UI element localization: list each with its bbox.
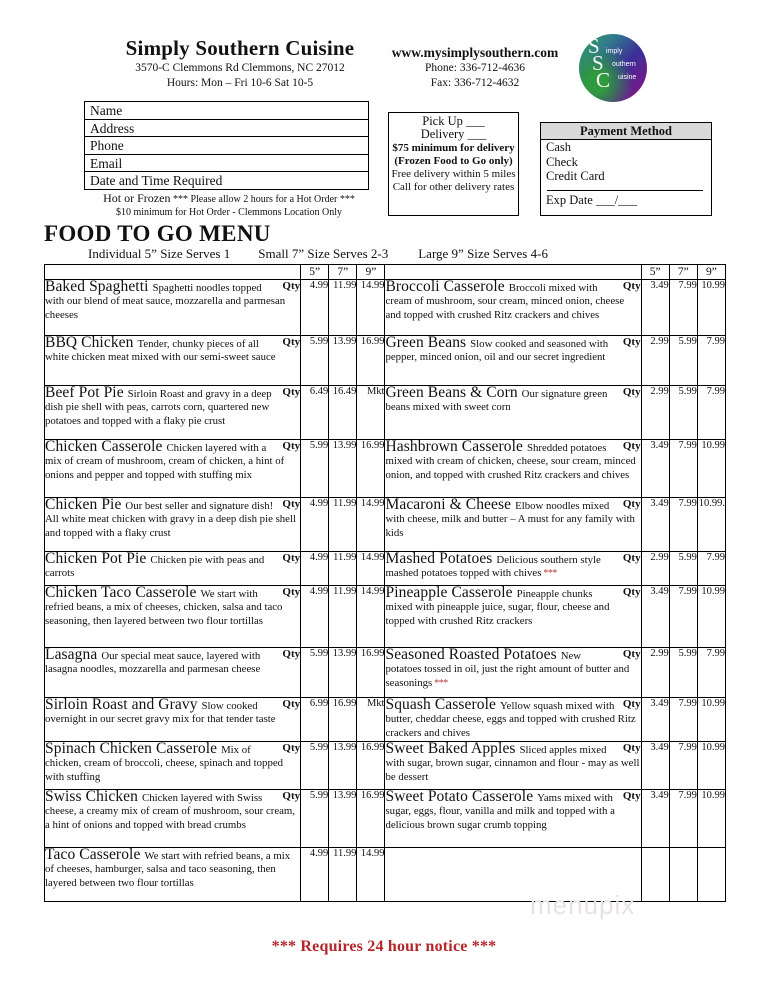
price-right-7: 7.99 bbox=[669, 498, 697, 552]
menu-item-description: Elbow noodles mixed with cheese, milk and butter – A must for any family with kids bbox=[385, 500, 635, 539]
menu-item-name: Mashed Potatoes bbox=[385, 550, 497, 567]
serves-small: Small 7” Size Serves 2-3 bbox=[258, 246, 389, 261]
menu-table-row bbox=[45, 552, 726, 586]
expiration-date-field[interactable]: Exp Date ___/___ bbox=[546, 192, 637, 207]
page-title: FOOD TO GO MENU bbox=[44, 221, 271, 246]
brand-block bbox=[90, 36, 390, 91]
menu-item-name: Chicken Taco Casserole bbox=[45, 584, 201, 601]
menu-item-left[interactable] bbox=[45, 586, 301, 648]
qty-label[interactable]: Qty bbox=[282, 498, 301, 510]
price-left-7: 11.99 bbox=[329, 848, 357, 902]
payment-option-check[interactable]: Check bbox=[546, 154, 578, 169]
restaurant-address: 3570-C Clemmons Rd Clemmons, NC 27012 bbox=[135, 62, 345, 74]
price-left-5: 5.99 bbox=[301, 648, 329, 698]
price-left-5: 5.99 bbox=[301, 742, 329, 790]
logo-word-3: uisine bbox=[618, 74, 637, 81]
price-right-9: 10.99 bbox=[697, 280, 725, 336]
logo bbox=[579, 34, 651, 106]
qty-label[interactable]: Qty bbox=[622, 586, 641, 598]
menu-table-row bbox=[45, 498, 726, 552]
payment-option-credit-card[interactable]: Credit Card bbox=[546, 169, 605, 184]
menu-item-name: Swiss Chicken bbox=[45, 788, 142, 805]
qty-label[interactable]: Qty bbox=[622, 552, 641, 564]
menu-item-description: We start with refried beans, a mix of cheeses, hamburger, salsa and taco seasoning, then layered between two flour tortillas bbox=[45, 850, 291, 889]
price-left-5: 5.99 bbox=[301, 440, 329, 498]
price-right-5: 3.49 bbox=[641, 498, 669, 552]
price-right-7: 7.99 bbox=[669, 698, 697, 742]
menu-item-left[interactable] bbox=[45, 742, 301, 790]
menu-table-row bbox=[45, 440, 726, 498]
price-right-7 bbox=[669, 848, 697, 902]
qty-label[interactable]: Qty bbox=[282, 386, 301, 398]
menu-item-name: Beef Pot Pie bbox=[45, 384, 128, 401]
notice-footer: *** Requires 24 hour notice *** bbox=[271, 938, 497, 955]
website-link[interactable]: www.mysimplysouthern.com bbox=[391, 45, 559, 60]
menu-item-name: Chicken Pot Pie bbox=[45, 550, 151, 567]
payment-method-title: Payment Method bbox=[541, 123, 711, 140]
menu-item-name: Broccoli Casserole bbox=[385, 278, 509, 295]
price-right-9: 10.99 bbox=[697, 440, 725, 498]
price-right-9: 7.99 bbox=[697, 648, 725, 698]
menu-item-description: Sliced apples mixed with sugar, brown sugar, cinnamon and flour - may as well be dessert bbox=[385, 744, 640, 783]
menu-item-left[interactable] bbox=[45, 336, 301, 386]
customer-info-box bbox=[84, 101, 369, 190]
qty-label[interactable]: Qty bbox=[622, 280, 641, 292]
qty-label[interactable]: Qty bbox=[622, 440, 641, 452]
logo-words bbox=[606, 45, 636, 84]
header-right-size-1: 5” bbox=[641, 265, 669, 280]
delivery-details: Free delivery within 5 miles Call for other delivery rates bbox=[391, 168, 516, 194]
qty-label[interactable]: Qty bbox=[282, 336, 301, 348]
price-left-9: Mkt bbox=[357, 386, 385, 440]
price-left-7: 16.49 bbox=[329, 386, 357, 440]
delivery-minimum: $75 minimum for delivery (Frozen Food to Go only) bbox=[392, 141, 515, 167]
menu-item-description: Pineapple chunks mixed with pineapple juice, sugar, flour, cheese and topped with crushed Ritz crackers bbox=[385, 588, 610, 627]
delivery-option[interactable]: Delivery ___ bbox=[420, 127, 487, 142]
price-left-7: 11.99 bbox=[329, 586, 357, 648]
price-left-5: 4.99 bbox=[301, 552, 329, 586]
qty-label[interactable]: Qty bbox=[622, 386, 641, 398]
qty-label[interactable]: Qty bbox=[282, 698, 301, 710]
menu-table bbox=[44, 264, 726, 902]
menu-item-description: Our signature green beans mixed with sweet corn bbox=[385, 388, 608, 414]
menu-item-left[interactable] bbox=[45, 698, 301, 742]
menu-item-description: Our best seller and signature dish! All white meat chicken with gravy in a deep dish pie shell and topped with a flaky crust bbox=[45, 500, 296, 539]
price-right-5: 3.49 bbox=[641, 280, 669, 336]
menu-table-row bbox=[45, 386, 726, 440]
requires-notice-stars: *** bbox=[432, 677, 448, 689]
price-left-5: 4.99 bbox=[301, 498, 329, 552]
price-left-9: Mkt bbox=[357, 698, 385, 742]
menu-table-row bbox=[45, 790, 726, 848]
menu-item-name: Spinach Chicken Casserole bbox=[45, 740, 222, 757]
menu-item-right[interactable] bbox=[385, 386, 641, 440]
price-left-9: 14.99 bbox=[357, 586, 385, 648]
menu-item-right[interactable] bbox=[385, 280, 641, 336]
menu-item-name: Sirloin Roast and Gravy bbox=[45, 696, 202, 713]
qty-label[interactable]: Qty bbox=[622, 698, 641, 710]
logo-monogram-3: C bbox=[596, 68, 608, 92]
menu-item-name: Squash Casserole bbox=[385, 696, 500, 713]
price-left-5: 5.99 bbox=[301, 336, 329, 386]
serves-individual: Individual 5” Size Serves 1 bbox=[88, 246, 231, 261]
card-number-rule[interactable] bbox=[547, 190, 703, 191]
menu-item-right[interactable] bbox=[385, 440, 641, 498]
menu-item-description: Broccoli mixed with cream of mushroom, sour cream, minced onion, cheese and topped with crushed Ritz crackers and chives bbox=[385, 282, 625, 321]
logo-monogram bbox=[588, 34, 608, 92]
price-left-9: 16.99 bbox=[357, 790, 385, 848]
price-left-9: 16.99 bbox=[357, 648, 385, 698]
menu-item-right[interactable] bbox=[385, 336, 641, 386]
fax-number: Fax: 336-712-4632 bbox=[430, 77, 520, 89]
menu-item-name: Chicken Casserole bbox=[45, 438, 167, 455]
price-right-5: 3.49 bbox=[641, 742, 669, 790]
menu-item-description: Delicious southern style mashed potatoes topped with chives bbox=[385, 554, 601, 580]
hot-frozen-small: *** Please allow 2 hours for a Hot Order *** bbox=[172, 194, 355, 205]
menu-item-description: Mix of chicken, cream of broccoli, cheese, spinach and topped with stuffing bbox=[45, 744, 284, 783]
price-left-5: 4.99 bbox=[301, 848, 329, 902]
menu-item-name: Pineapple Casserole bbox=[385, 584, 517, 601]
price-left-7: 13.99 bbox=[329, 790, 357, 848]
qty-label[interactable]: Qty bbox=[282, 790, 301, 802]
price-right-7: 5.99 bbox=[669, 336, 697, 386]
price-right-5: 2.99 bbox=[641, 552, 669, 586]
price-right-5 bbox=[641, 848, 669, 902]
price-right-9: 10.99 bbox=[697, 790, 725, 848]
menu-table-row bbox=[45, 698, 726, 742]
price-left-9: 14.99 bbox=[357, 552, 385, 586]
logo-word-1: imply bbox=[606, 48, 623, 55]
price-left-9: 16.99 bbox=[357, 336, 385, 386]
qty-label[interactable]: Qty bbox=[622, 336, 641, 348]
price-right-7: 7.99 bbox=[669, 280, 697, 336]
serving-sizes-line bbox=[44, 246, 724, 262]
menu-item-name: Baked Spaghetti bbox=[45, 278, 153, 295]
price-right-9: 10.99 bbox=[697, 698, 725, 742]
hot-or-frozen-note bbox=[84, 192, 374, 219]
qty-label[interactable]: Qty bbox=[622, 498, 641, 510]
price-right-5: 3.49 bbox=[641, 440, 669, 498]
payment-method-box bbox=[540, 122, 712, 216]
menu-item-left[interactable] bbox=[45, 386, 301, 440]
price-right-7: 5.99 bbox=[669, 386, 697, 440]
price-left-5: 4.99 bbox=[301, 586, 329, 648]
menu-item-left[interactable] bbox=[45, 498, 301, 552]
menu-item-name: Taco Casserole bbox=[45, 846, 145, 863]
price-left-7: 13.99 bbox=[329, 336, 357, 386]
serves-large: Large 9” Size Serves 4-6 bbox=[418, 246, 548, 261]
menu-item-right[interactable] bbox=[385, 790, 641, 848]
menu-item-name: Sweet Baked Apples bbox=[385, 740, 520, 757]
menu-item-right[interactable] bbox=[385, 586, 641, 648]
qty-label[interactable]: Qty bbox=[622, 790, 641, 802]
price-right-9: 7.99 bbox=[697, 552, 725, 586]
header-right-size-2: 7” bbox=[669, 265, 697, 280]
menu-item-description: Slow cooked and seasoned with pepper, minced onion, oil and our secret ingredient bbox=[385, 338, 609, 364]
price-left-7: 13.99 bbox=[329, 742, 357, 790]
price-left-9: 14.99 bbox=[357, 280, 385, 336]
logo-monogram-2: S bbox=[592, 51, 601, 75]
menu-item-right[interactable] bbox=[385, 742, 641, 790]
field-email[interactable]: Email bbox=[85, 155, 368, 173]
qty-label[interactable]: Qty bbox=[622, 742, 641, 754]
price-right-5: 2.99 bbox=[641, 648, 669, 698]
price-left-9: 14.99 bbox=[357, 848, 385, 902]
menu-table-row bbox=[45, 280, 726, 336]
logo-word-2: outhern bbox=[612, 61, 636, 68]
hot-order-minimum: $10 minimum for Hot Order - Clemmons Location Only bbox=[115, 207, 343, 218]
qty-label[interactable]: Qty bbox=[282, 586, 301, 598]
restaurant-name: Simply Southern Cuisine bbox=[125, 36, 355, 60]
menu-item-name: Seasoned Roasted Potatoes bbox=[385, 646, 561, 663]
menu-item-name: Sweet Potato Casserole bbox=[385, 788, 538, 805]
price-right-7: 5.99 bbox=[669, 648, 697, 698]
price-right-7: 7.99 bbox=[669, 790, 697, 848]
menu-item-right[interactable] bbox=[385, 498, 641, 552]
menu-item-name: Green Beans & Corn bbox=[385, 384, 522, 401]
price-right-7: 5.99 bbox=[669, 552, 697, 586]
price-left-5: 5.99 bbox=[301, 790, 329, 848]
menu-item-description: Slow cooked overnight in our secret gravy mix for that tender taste bbox=[45, 700, 276, 726]
menu-item-description: Spaghetti noodles topped with our blend of meat sauce, mozzarella and parmesan cheeses bbox=[45, 282, 286, 321]
menu-item-name: Macaroni & Cheese bbox=[385, 496, 516, 513]
field-date-time-required[interactable]: Date and Time Required bbox=[85, 172, 368, 190]
header-left-size-3: 9” bbox=[357, 265, 385, 280]
price-right-5: 3.49 bbox=[641, 586, 669, 648]
menu-item-name: Hashbrown Casserole bbox=[385, 438, 527, 455]
menu-item-description: Tender, chunky pieces of all white chicken meat mixed with our semi-sweet sauce bbox=[45, 338, 276, 364]
menu-table-row bbox=[45, 648, 726, 698]
qty-label[interactable]: Qty bbox=[282, 552, 301, 564]
price-left-7: 16.99 bbox=[329, 698, 357, 742]
price-left-7: 11.99 bbox=[329, 280, 357, 336]
menu-item-right[interactable] bbox=[385, 698, 641, 742]
price-right-5: 3.49 bbox=[641, 790, 669, 848]
menu-table-row bbox=[45, 586, 726, 648]
price-left-7: 11.99 bbox=[329, 552, 357, 586]
qty-label[interactable]: Qty bbox=[282, 648, 301, 660]
qty-label[interactable]: Qty bbox=[282, 440, 301, 452]
delivery-terms bbox=[389, 142, 518, 195]
price-left-5: 6.99 bbox=[301, 698, 329, 742]
menu-item-name: BBQ Chicken bbox=[45, 334, 138, 351]
menu-item-description: Chicken layered with a mix of cream of mushroom, cream of chicken, a hint of onions and pepper and topped with stuffing mix bbox=[45, 442, 285, 481]
restaurant-hours: Hours: Mon – Fri 10-6 Sat 10-5 bbox=[166, 77, 314, 89]
qty-label[interactable]: Qty bbox=[282, 280, 301, 292]
header-left-size-2: 7” bbox=[329, 265, 357, 280]
field-name[interactable]: Name bbox=[85, 102, 368, 120]
menu-item-left[interactable] bbox=[45, 280, 301, 336]
menu-item-description: Yellow squash mixed with butter, cheddar cheese, eggs and topped with crushed Ritz crackers and chives bbox=[385, 700, 636, 739]
menu-item-right[interactable] bbox=[385, 848, 641, 902]
price-left-5: 6.49 bbox=[301, 386, 329, 440]
menu-item-description: Yams mixed with sugar, eggs, flour, vanilla and milk and topped with a delicious brown sugar crumb topping bbox=[385, 792, 615, 831]
menu-table-row bbox=[45, 848, 726, 902]
price-right-9: 10.99 bbox=[697, 742, 725, 790]
menu-item-right[interactable] bbox=[385, 648, 641, 698]
menu-item-description: New potatoes tossed in oil, just the right amount of butter and seasonings bbox=[385, 650, 630, 689]
price-right-9: 10.99 bbox=[697, 586, 725, 648]
menu-item-description: Our special meat sauce, layered with lasagna noodles, mozzarella and parmesan cheese bbox=[45, 650, 261, 676]
menu-item-name: Green Beans bbox=[385, 334, 471, 351]
menu-item-left[interactable] bbox=[45, 552, 301, 586]
price-right-7: 7.99 bbox=[669, 440, 697, 498]
price-left-7: 13.99 bbox=[329, 440, 357, 498]
logo-circle-icon bbox=[579, 34, 647, 102]
menu-item-name: Chicken Pie bbox=[45, 496, 126, 513]
price-right-5: 2.99 bbox=[641, 336, 669, 386]
price-left-9: 16.99 bbox=[357, 440, 385, 498]
price-right-9: 7.99 bbox=[697, 386, 725, 440]
menu-item-description: Sirloin Roast and gravy in a deep dish pie shell with peas, carrots corn, quartered new potatoes and topped with a flaky pie crust bbox=[45, 388, 272, 427]
menu-item-left[interactable] bbox=[45, 648, 301, 698]
menu-item-description: We start with refried beans, a mix of cheeses, chicken, salsa and taco seasoning, then layered between two flour tortillas bbox=[45, 588, 283, 627]
qty-label[interactable]: Qty bbox=[282, 742, 301, 754]
price-right-9: 10.99. bbox=[697, 498, 725, 552]
price-left-7: 13.99 bbox=[329, 648, 357, 698]
price-right-5: 3.49 bbox=[641, 698, 669, 742]
header-left-size-1: 5” bbox=[301, 265, 329, 280]
phone-number: Phone: 336-712-4636 bbox=[425, 62, 525, 74]
qty-label[interactable]: Qty bbox=[622, 648, 641, 660]
menu-item-left[interactable] bbox=[45, 440, 301, 498]
price-left-5: 4.99 bbox=[301, 280, 329, 336]
menu-item-description: Chicken layered with Swiss cheese, a creamy mix of cream of mushroom, sour cream, a hint of onions and topped with bread crumbs bbox=[45, 792, 296, 831]
menu-item-right[interactable] bbox=[385, 552, 641, 586]
hot-frozen-main: Hot or Frozen bbox=[103, 191, 171, 205]
header-right-size-3: 9” bbox=[697, 265, 725, 280]
menu-table-row bbox=[45, 742, 726, 790]
payment-option-cash[interactable]: Cash bbox=[546, 140, 571, 154]
price-left-9: 14.99 bbox=[357, 498, 385, 552]
price-right-7: 7.99 bbox=[669, 586, 697, 648]
menu-item-name: Lasagna bbox=[45, 646, 102, 663]
price-right-7: 7.99 bbox=[669, 742, 697, 790]
menu-item-description: Shredded potatoes mixed with cream of chicken, cheese, sour cream, minced onion, and topped with crushed Ritz crackers and chives bbox=[385, 442, 636, 481]
field-address[interactable]: Address bbox=[85, 120, 368, 138]
field-phone[interactable]: Phone bbox=[85, 137, 368, 155]
price-left-9: 16.99 bbox=[357, 742, 385, 790]
price-left-7: 11.99 bbox=[329, 498, 357, 552]
menu-item-left[interactable] bbox=[45, 848, 301, 902]
price-right-5: 2.99 bbox=[641, 386, 669, 440]
requires-notice-stars: *** bbox=[541, 568, 557, 580]
logo-monogram-1: S bbox=[588, 34, 597, 58]
price-right-9 bbox=[697, 848, 725, 902]
pickup-option[interactable]: Pick Up ___ bbox=[422, 114, 485, 128]
menu-item-description: Chicken pie with peas and carrots bbox=[45, 554, 265, 580]
pickup-delivery-box bbox=[388, 112, 519, 216]
hot-frozen-line bbox=[84, 192, 374, 206]
watermark: menupix bbox=[530, 890, 636, 920]
menu-table-row bbox=[45, 336, 726, 386]
menu-item-left[interactable] bbox=[45, 790, 301, 848]
contact-block bbox=[360, 44, 590, 91]
price-right-9: 7.99 bbox=[697, 336, 725, 386]
